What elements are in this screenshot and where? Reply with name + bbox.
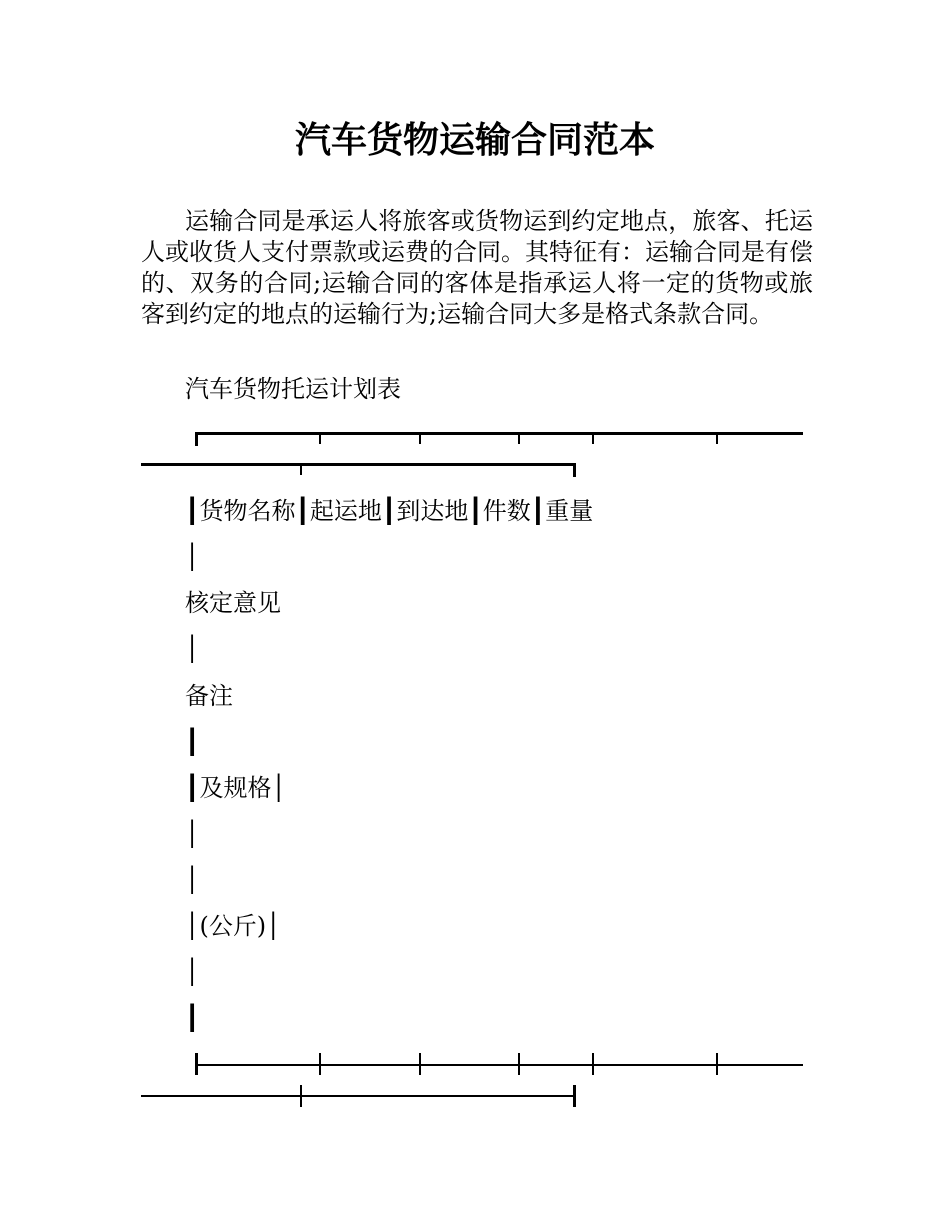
document-title: 汽车货物运输合同范本 (294, 120, 655, 161)
table-header-row: ┃货物名称┃起运地┃到达地┃件数┃重量 (185, 497, 594, 525)
table-bar: │ (185, 635, 200, 663)
table-bar: │ (185, 866, 200, 894)
table-remark-label: 备注 (185, 682, 233, 710)
table-bar: │ (185, 820, 200, 848)
table-bar: │ (185, 958, 200, 986)
table-caption: 汽车货物托运计划表 (185, 375, 401, 403)
table-spec-row: ┃及规格│ (185, 774, 286, 802)
table-opinion-label: 核定意见 (185, 589, 281, 617)
table-unit-row: │(公斤)│ (185, 912, 281, 940)
table-bar: ┃ (185, 727, 200, 756)
table-bar: ┃ (185, 1003, 200, 1032)
intro-paragraph: 运输合同是承运人将旅客或货物运到约定地点，旅客、托运人或收货人支付票款或运费的合同。其特征有：运输合同是有偿的、双务的合同;运输合同的客体是指承运人将一定的货物或旅客到约定的地点的运输行为;运输合同大多是格式条款合同。 (141, 207, 813, 328)
table-bar: │ (185, 543, 200, 571)
